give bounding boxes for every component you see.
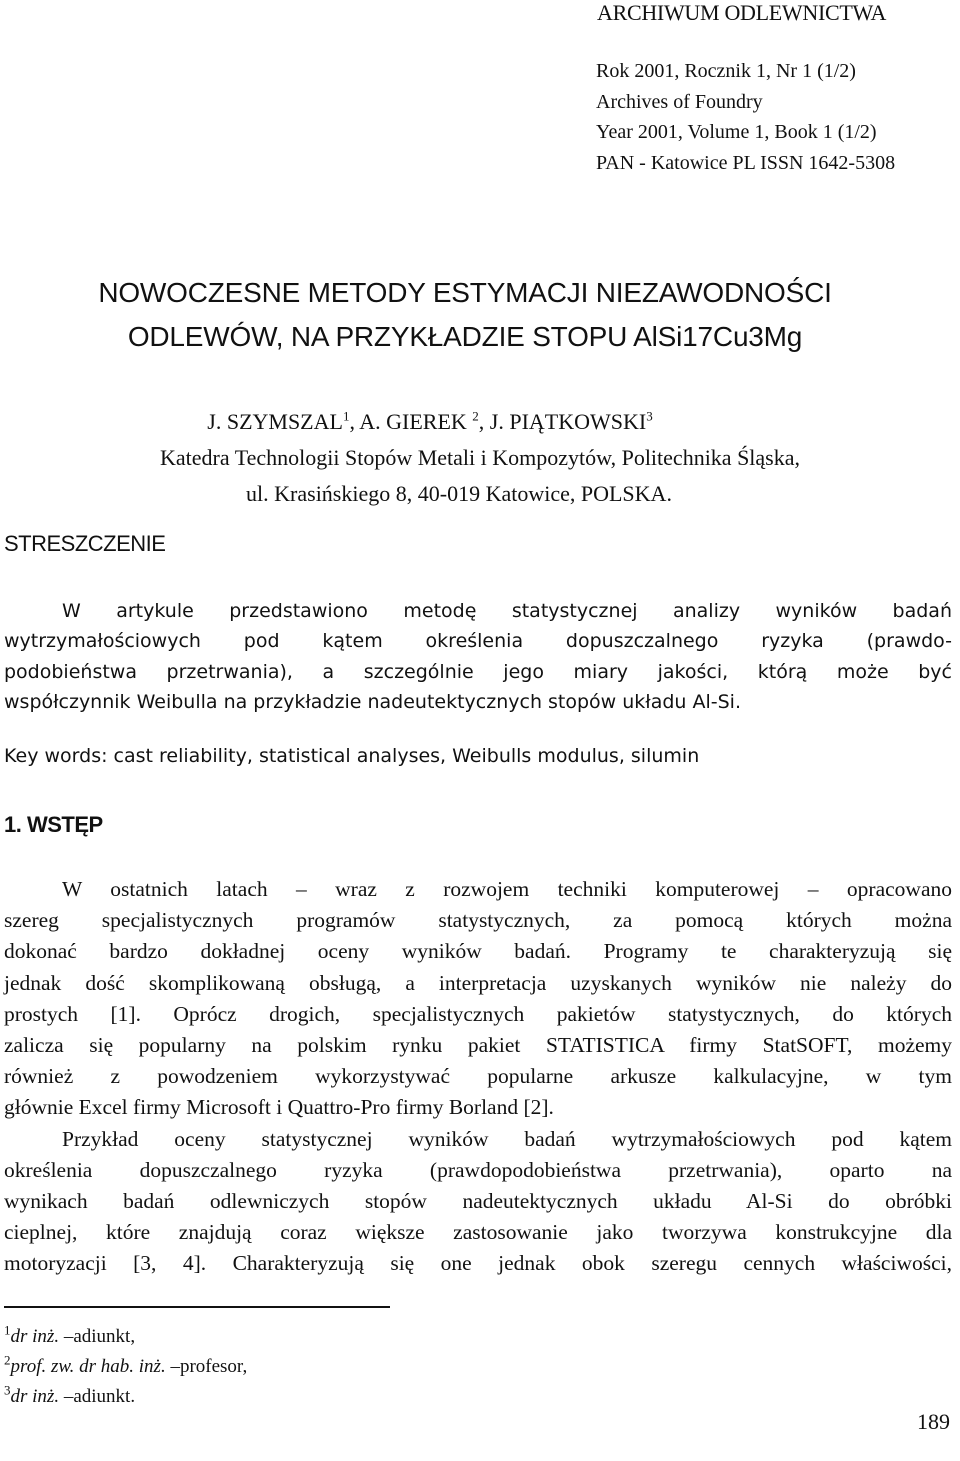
meta-line: PAN - Katowice PL ISSN 1642-5308 xyxy=(596,151,896,174)
footnote-role: –adiunkt. xyxy=(59,1386,136,1407)
author-name: , A. GIEREK xyxy=(349,409,473,434)
intro-line: W ostatnich latach – wraz z rozwojem techniki komputerowej – opracowano xyxy=(62,877,952,901)
footnote xyxy=(4,1322,247,1352)
keywords: Key words: cast reliability, statistical analyses, Weibulls modulus, silumin xyxy=(4,745,700,767)
footnote-number: 3 xyxy=(4,1382,11,1398)
intro-line: motoryzacji [3, 4]. Charakteryzują się one jednak obok szeregu cennych właściwości, xyxy=(4,1251,952,1276)
footnote-title: dr inż. xyxy=(10,1326,60,1347)
intro-line: zalicza się popularny na polskim rynku pakiet STATISTICA firmy StatSOFT, możemy xyxy=(4,1032,952,1057)
title-line: NOWOCZESNE METODY ESTYMACJI NIEZAWODNOŚCI xyxy=(98,277,832,308)
intro-line: cieplnej, które znajdują coraz większe zastosowanie jako tworzywa konstrukcyjne dla xyxy=(4,1220,952,1245)
abstract-heading: STRESZCZENIE xyxy=(4,531,166,556)
footnote-title: prof. zw. dr hab. inż. xyxy=(10,1356,166,1377)
abstract-line: wytrzymałościowych pod kątem określenia dopuszczalnego ryzyka (prawdo- xyxy=(4,630,952,653)
intro-line: jednak dość skomplikowaną obsługą, a interpretacja uzyskanych wyników nie należy do xyxy=(4,970,952,995)
intro-line: dokonać bardzo dokładnej oceny wyników badań. Programy te charakteryzują się xyxy=(4,939,952,964)
publication-meta xyxy=(596,56,895,178)
author-names xyxy=(0,404,960,440)
footnote-divider xyxy=(4,1306,390,1308)
intro-line: szereg specjalistycznych programów statystycznych, za pomocą których można xyxy=(4,908,952,933)
intro-line: Przykład oceny statystycznej wyników badań wytrzymałościowych pod kątem xyxy=(62,1126,952,1151)
intro-line: określenia dopuszczalnego ryzyka (prawdopodobieństwa przetrwania), oparto na xyxy=(4,1157,952,1182)
meta-line: Archives of Foundry xyxy=(596,90,763,113)
section-heading-intro: 1. WSTĘP xyxy=(4,812,103,837)
intro-line: wynikach badań odlewniczych stopów nadeutektycznych układu Al-Si do obróbki xyxy=(4,1188,952,1213)
meta-line: Year 2001, Volume 1, Book 1 (1/2) xyxy=(596,121,877,143)
footnote-title: dr inż. xyxy=(10,1386,60,1407)
footnote-number: 1 xyxy=(4,1322,11,1338)
abstract-line: podobieństwa przetrwania), a szczególnie jego miary jakości, którą może być xyxy=(4,660,952,683)
footnotes xyxy=(4,1322,247,1412)
author-name: , J. PIĄTKOWSKI xyxy=(478,409,647,434)
intro-line: również z powodzeniem wykorzystywać popularne arkusze kalkulacyjne, w tym xyxy=(4,1064,952,1089)
author-block xyxy=(0,404,960,512)
footnote xyxy=(4,1382,247,1412)
title-line: ODLEWÓW, NA PRZYKŁADZIE STOPU AlSi17Cu3Mg xyxy=(127,321,803,352)
abstract-line: W artykule przedstawiono metodę statystycznej analizy wyników badań xyxy=(62,600,952,622)
author-footnote-mark: 1 xyxy=(342,408,350,424)
journal-name: ARCHIWUM ODLEWNICTWA xyxy=(597,0,887,25)
footnote-role: –profesor, xyxy=(165,1356,248,1377)
footnote-role: –adiunkt, xyxy=(59,1326,136,1347)
address: ul. Krasińskiego 8, 40-019 Katowice, POLSKA. xyxy=(246,481,672,506)
abstract-line: współczynnik Weibulla na przykładzie nadeutektycznych stopów układu Al-Si. xyxy=(4,691,742,714)
meta-line: Rok 2001, Rocznik 1, Nr 1 (1/2) xyxy=(596,60,856,82)
author-name: J. SZYMSZAL xyxy=(207,409,343,434)
page-number: 189 xyxy=(917,1409,950,1434)
footnote xyxy=(4,1352,247,1382)
footnote-number: 2 xyxy=(4,1352,11,1368)
intro-line: prostych [1]. Oprócz drogich, specjalistycznych pakietów statystycznych, do których xyxy=(4,1001,952,1026)
paper-title xyxy=(0,271,930,359)
abstract-text xyxy=(4,596,952,718)
author-footnote-mark: 2 xyxy=(472,408,479,424)
intro-text xyxy=(4,874,952,1279)
intro-line: głównie Excel firmy Microsoft i Quattro-Pro firmy Borland [2]. xyxy=(4,1095,554,1120)
affiliation: Katedra Technologii Stopów Metali i Kompozytów, Politechnika Śląska, xyxy=(159,445,801,470)
author-footnote-mark: 3 xyxy=(646,408,653,424)
